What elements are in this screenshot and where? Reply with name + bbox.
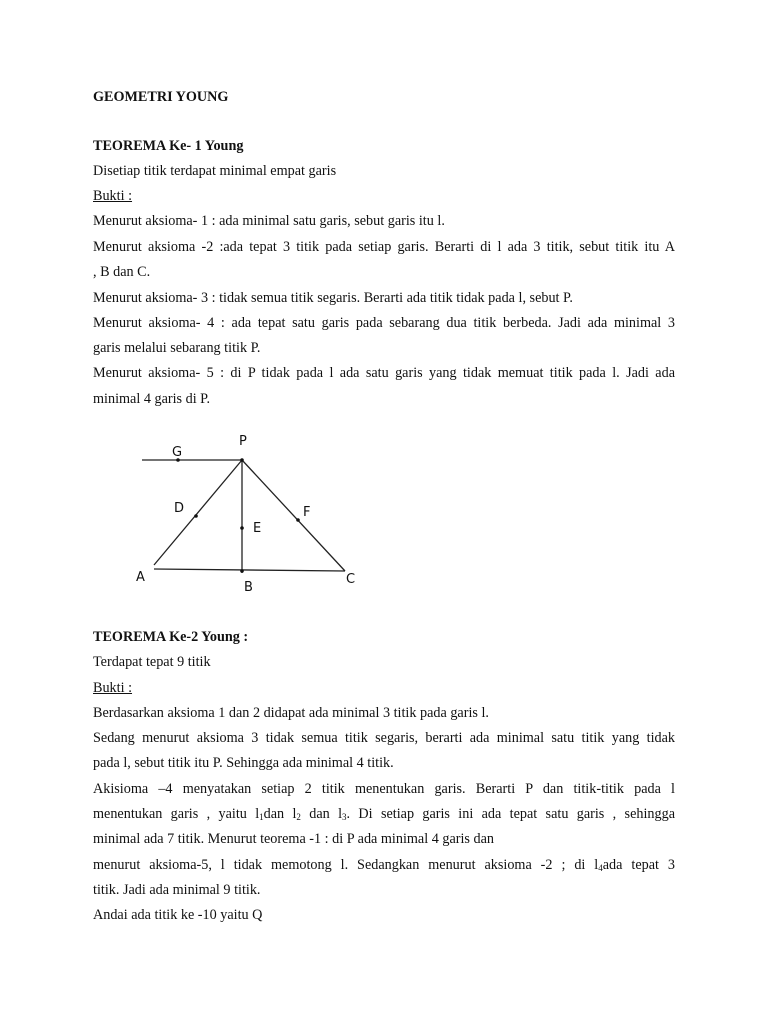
text-run: . Di setiap garis ini ada tepat satu garis , sehingga <box>346 806 675 822</box>
theorem-1-proof-line: Menurut aksioma -2 :ada tepat 3 titik pada setiap garis. Berarti di l ada 3 titik, sebut titik itu A <box>93 239 675 255</box>
theorem-1-proof-line: Menurut aksioma- 4 : ada tepat satu garis pada sebarang dua titik berbeda. Jadi ada minimal 3 <box>93 315 675 331</box>
theorem-1-proof-label: Bukti : <box>93 188 133 204</box>
theorem-2-statement: Terdapat tepat 9 titik <box>93 654 211 670</box>
theorem-2-proof-line: titik. Jadi ada minimal 9 titik. <box>93 882 261 898</box>
text-run: ada tepat 3 <box>602 857 675 873</box>
theorem-2-proof-line: pada l, sebut titik itu P. Sehingga ada minimal 4 titik. <box>93 755 394 771</box>
theorem-2-proof-line: Sedang menurut aksioma 3 tidak semua titik segaris, berarti ada minimal satu titik yang tidak <box>93 730 675 746</box>
subscript: 1 <box>259 812 264 822</box>
point-b <box>240 569 244 573</box>
line-p-a <box>154 460 242 565</box>
theorem-2-proof-line <box>93 856 675 874</box>
text-run: dan l <box>263 806 297 822</box>
subscript: 4 <box>598 863 603 873</box>
label-c: C <box>346 572 356 587</box>
line-p-c <box>242 460 345 571</box>
point-e <box>240 526 244 530</box>
theorem-1-proof-line: garis melalui sebarang titik P. <box>93 340 261 356</box>
theorem-2-proof-line <box>93 805 675 823</box>
label-a: A <box>136 570 145 585</box>
label-g: G <box>172 445 183 460</box>
theorem-1-heading: TEOREMA Ke- 1 Young <box>93 138 244 154</box>
theorem-1-proof-line: , B dan C. <box>93 264 151 280</box>
point-f <box>296 518 300 522</box>
theorem-2-heading: TEOREMA Ke-2 Young : <box>93 629 249 645</box>
theorem-2-proof-line: Andai ada titik ke -10 yaitu Q <box>93 907 263 923</box>
geometry-figure <box>130 425 370 600</box>
subscript: 2 <box>296 812 301 822</box>
text-run: menurut aksioma-5, l tidak memotong l. Sedangkan menurut aksioma -2 ; di l <box>93 857 599 873</box>
theorem-2-proof-label: Bukti : <box>93 680 133 696</box>
label-f: F <box>303 505 311 520</box>
document-title: GEOMETRI YOUNG <box>93 89 229 105</box>
point-p <box>240 458 244 462</box>
text-run: dan l <box>300 806 343 822</box>
theorem-1-proof-line: Menurut aksioma- 1 : ada minimal satu garis, sebut garis itu l. <box>93 213 445 229</box>
label-b: B <box>244 580 253 595</box>
theorem-1-proof-line: minimal 4 garis di P. <box>93 391 211 407</box>
label-e: E <box>253 521 262 536</box>
theorem-2-proof-line: minimal ada 7 titik. Menurut teorema -1 : di P ada minimal 4 garis dan <box>93 831 494 847</box>
line-l <box>154 569 345 571</box>
point-d <box>194 514 198 518</box>
label-d: D <box>174 501 185 516</box>
theorem-2-proof-line: Berdasarkan aksioma 1 dan 2 didapat ada minimal 3 titik pada garis l. <box>93 705 489 721</box>
theorem-1-proof-line: Menurut aksioma- 3 : tidak semua titik segaris. Berarti ada titik tidak pada l, sebut P. <box>93 290 573 306</box>
theorem-1-proof-line: Menurut aksioma- 5 : di P tidak pada l ada satu garis yang tidak memuat titik pada l. Jadi ada <box>93 365 675 381</box>
subscript: 3 <box>342 812 347 822</box>
theorem-1-statement: Disetiap titik terdapat minimal empat garis <box>93 163 337 179</box>
theorem-2-proof-line: Akisioma –4 menyatakan setiap 2 titik menentukan garis. Berarti P dan titik-titik pada l <box>93 781 675 797</box>
text-run: menentukan garis , yaitu l <box>93 806 260 822</box>
label-p: P <box>239 434 247 449</box>
